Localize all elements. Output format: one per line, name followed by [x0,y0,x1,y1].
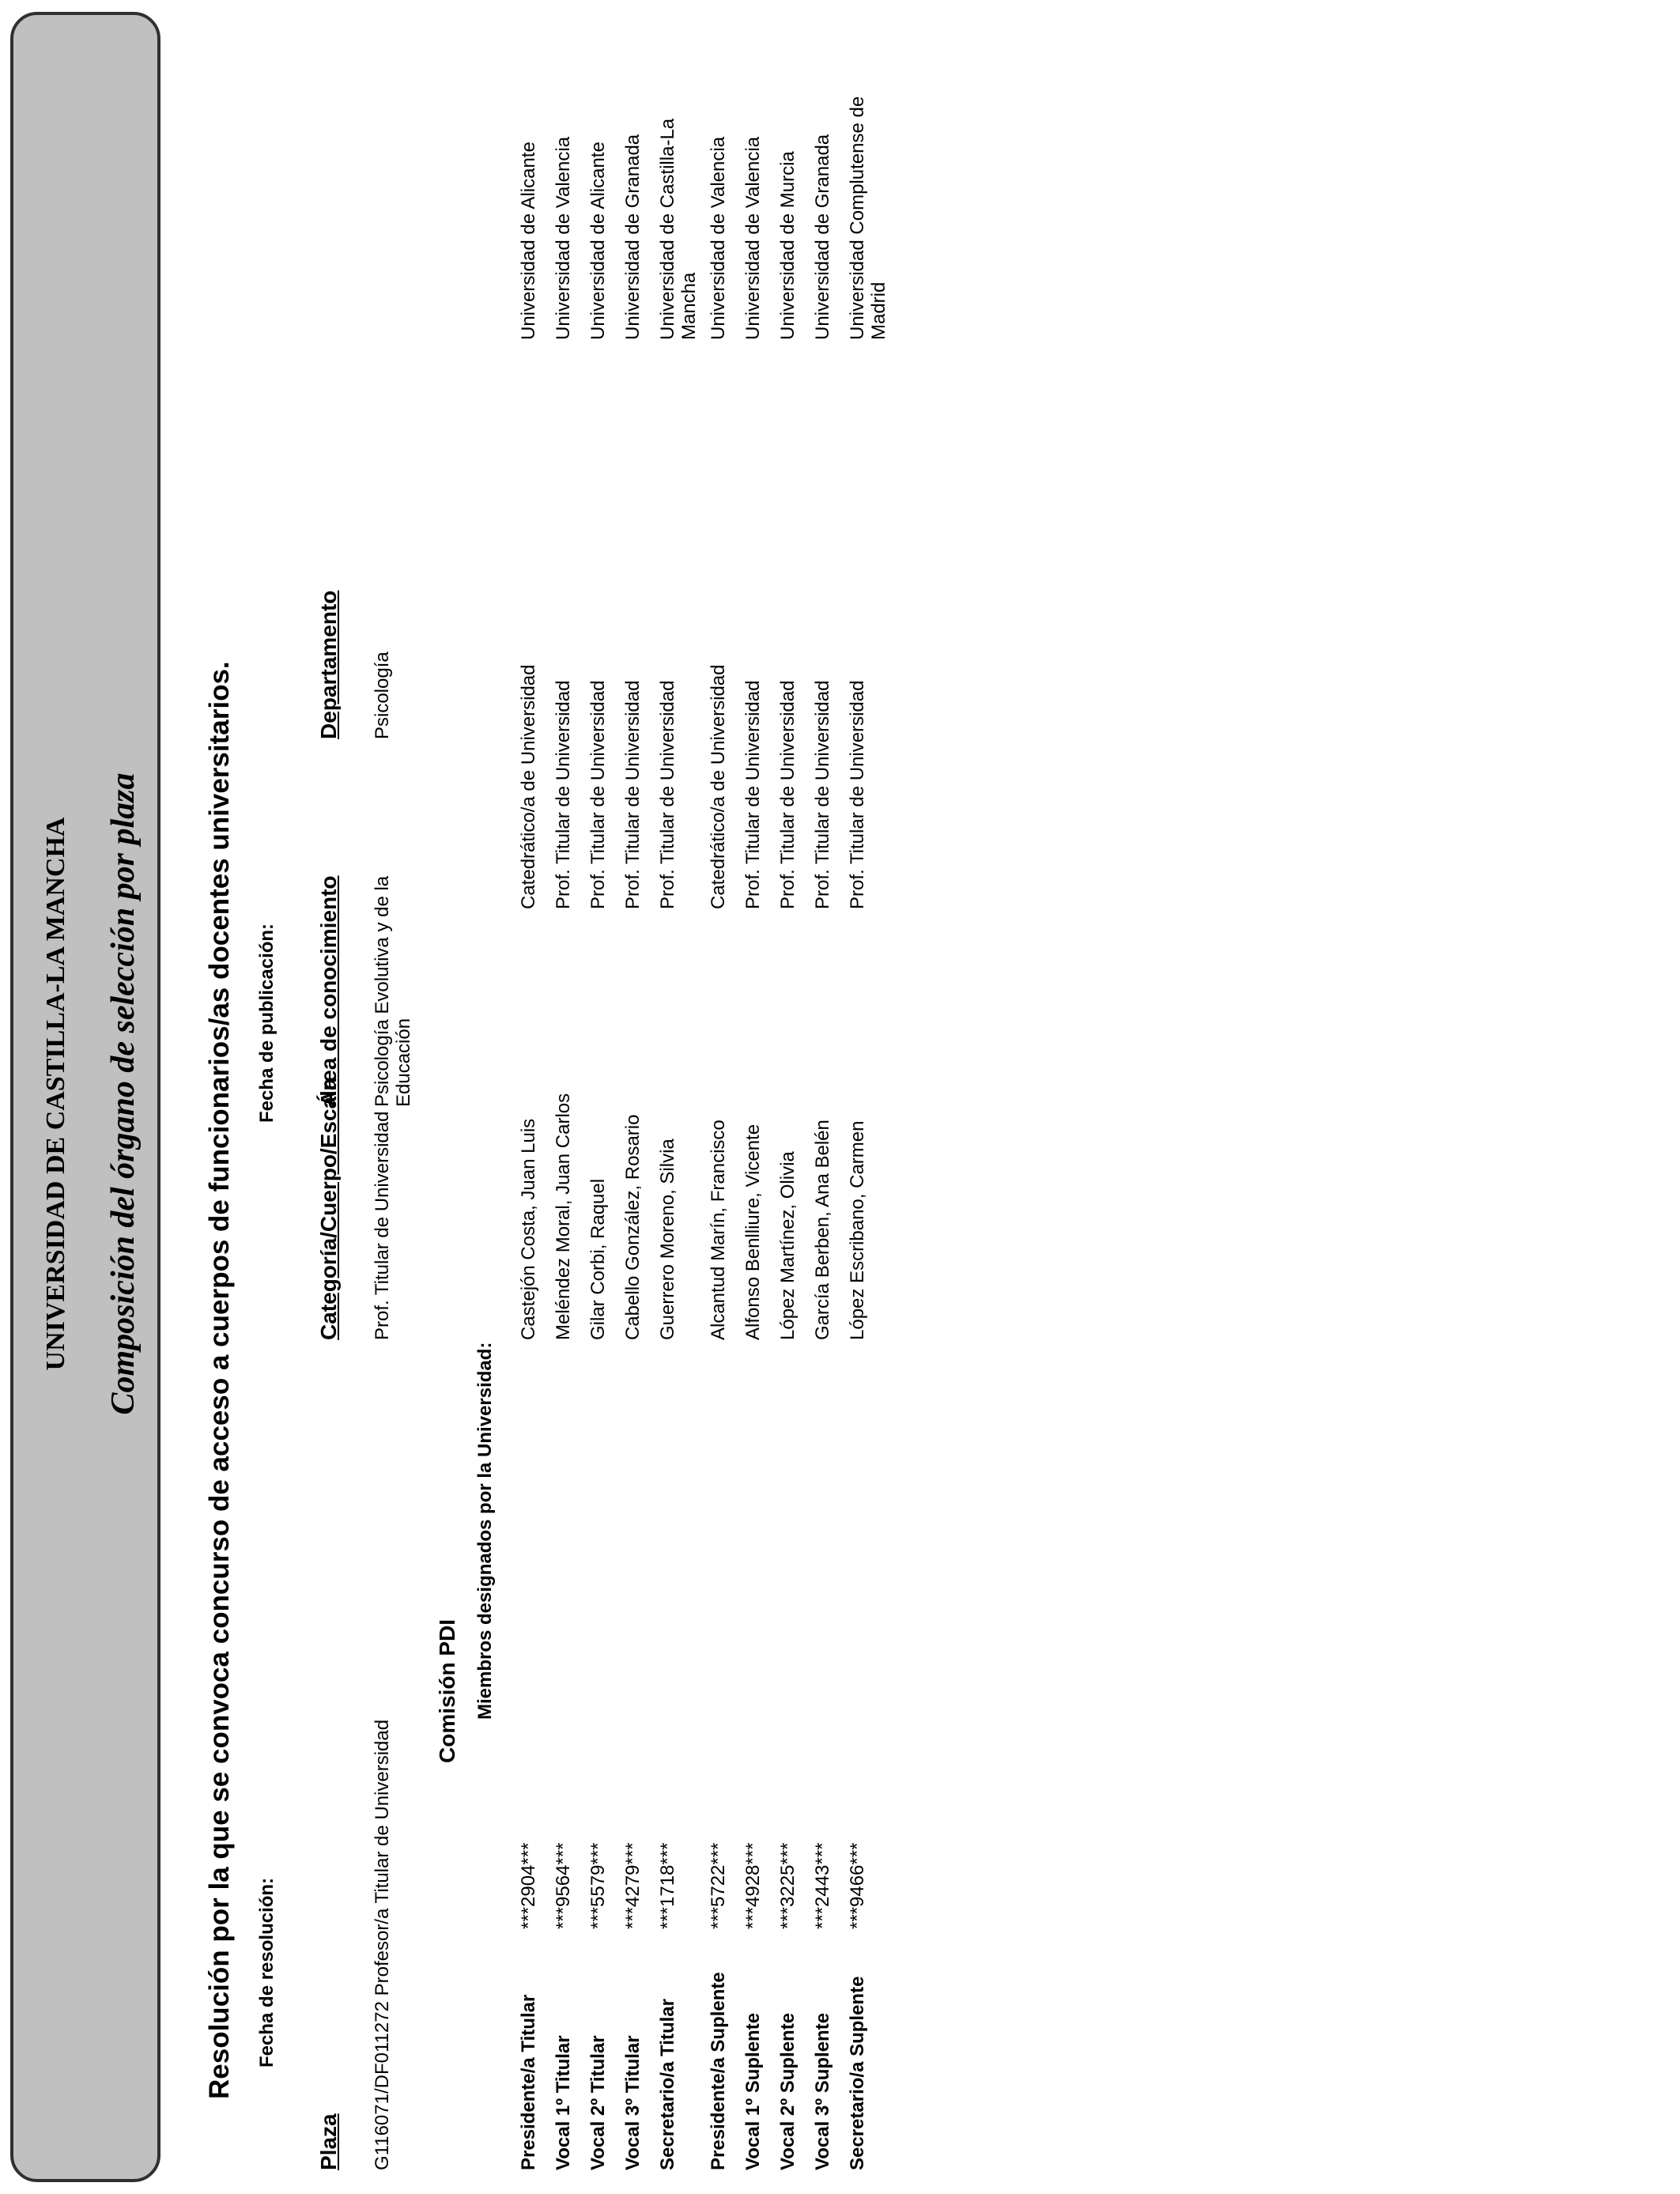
member-dni: ***5579*** [587,1842,609,1929]
plaza-departamento: Psicología [372,651,393,739]
fecha-publicacion-label: Fecha de publicación: [256,923,277,1123]
member-row [518,0,553,2194]
university-title: UNIVERSIDAD DE CASTILLA-LA MANCHA [41,817,70,1371]
member-row [622,0,657,2194]
plaza-header: Plaza [316,2113,341,2170]
member-row [553,0,587,2194]
member-dni: ***2904*** [518,1842,539,1929]
member-category: Catedrático/a de Universidad [518,664,539,909]
member-row [847,0,889,2194]
member-name: Alcantud Marín, Francisco [708,1120,729,1340]
header-band [10,12,160,2182]
member-name: Gilar Corbi, Raquel [587,1178,609,1340]
member-name: Cabello González, Rosario [622,1114,644,1340]
member-category: Prof. Titular de Universidad [742,680,764,909]
member-category: Prof. Titular de Universidad [587,680,609,909]
member-name: Alfonso Benlliure, Vicente [742,1123,764,1340]
member-name: López Escribano, Carmen [847,1120,868,1340]
member-university: Universidad de Murcia [777,151,798,340]
member-role: Vocal 3º Suplente [812,2012,833,2170]
member-role: Secretario/a Suplente [847,1976,868,2170]
document-subtitle: Composición del órgano de selección por plaza [105,772,142,1415]
area-header: Área de conocimiento [316,875,341,1107]
member-university: Universidad de Castilla-La Mancha [657,118,700,340]
member-row [812,0,847,2194]
member-role: Vocal 1º Suplente [742,2012,764,2170]
member-dni: ***9564*** [553,1842,574,1929]
member-row [587,0,622,2194]
fecha-resolucion-label: Fecha de resolución: [256,1877,277,2067]
member-dni: ***4279*** [622,1842,644,1929]
member-dni: ***9466*** [847,1842,868,1929]
member-category: Catedrático/a de Universidad [708,664,729,909]
member-name: Guerrero Moreno, Silvia [657,1139,678,1340]
member-role: Vocal 3º Titular [622,2035,644,2170]
member-role: Vocal 2º Titular [587,2035,609,2170]
member-name: Castejón Costa, Juan Luis [518,1118,539,1340]
member-category: Prof. Titular de Universidad [657,680,678,909]
member-row [777,0,812,2194]
member-university: Universidad de Granada [812,134,833,340]
member-category: Prof. Titular de Universidad [812,680,833,909]
categoria-header: Categoría/Cuerpo/Escala [316,1078,341,1340]
member-university: Universidad de Alicante [587,142,609,340]
plaza-code: G116071/DF011272 Profesor/a Titular de Universidad [372,1719,393,2170]
commission-title: Comisión PDI [435,1618,459,1763]
member-category: Prof. Titular de Universidad [847,680,868,909]
member-role: Secretario/a Titular [657,1999,678,2170]
member-role: Presidente/a Titular [518,1994,539,2170]
member-category: Prof. Titular de Universidad [777,680,798,909]
member-role: Vocal 1º Titular [553,2035,574,2170]
member-university: Universidad de Granada [622,134,644,340]
member-name: García Berben, Ana Belén [812,1120,833,1340]
member-category: Prof. Titular de Universidad [622,680,644,909]
member-dni: ***5722*** [708,1842,729,1929]
resolution-title: Resolución por la que se convoca concurso de acceso a cuerpos de funcionarios/as docentes universitarios. [204,661,235,2099]
member-dni: ***3225*** [777,1842,798,1929]
member-university: Universidad de Valencia [742,136,764,340]
member-university: Universidad Complutense de Madrid [847,96,889,340]
member-role: Vocal 2º Suplente [777,2012,798,2170]
member-category: Prof. Titular de Universidad [553,680,574,909]
commission-subtitle: Miembros designados por la Universidad: [474,1342,496,1720]
member-dni: ***2443*** [812,1842,833,1929]
departamento-header: Departamento [316,590,341,739]
member-row [742,0,777,2194]
plaza-categoria: Prof. Titular de Universidad [372,1111,393,1340]
member-university: Universidad de Alicante [518,142,539,340]
member-university: Universidad de Valencia [708,136,729,340]
member-role: Presidente/a Suplente [708,1972,729,2170]
member-dni: ***1718*** [657,1842,678,1929]
member-row [708,0,742,2194]
member-dni: ***4928*** [742,1842,764,1929]
plaza-area: Psicología Evolutiva y de la Educación [372,875,414,1107]
member-row [657,0,700,2194]
member-name: Meléndez Moral, Juan Carlos [553,1093,574,1340]
member-university: Universidad de Valencia [553,136,574,340]
member-name: López Martínez, Olivia [777,1151,798,1340]
